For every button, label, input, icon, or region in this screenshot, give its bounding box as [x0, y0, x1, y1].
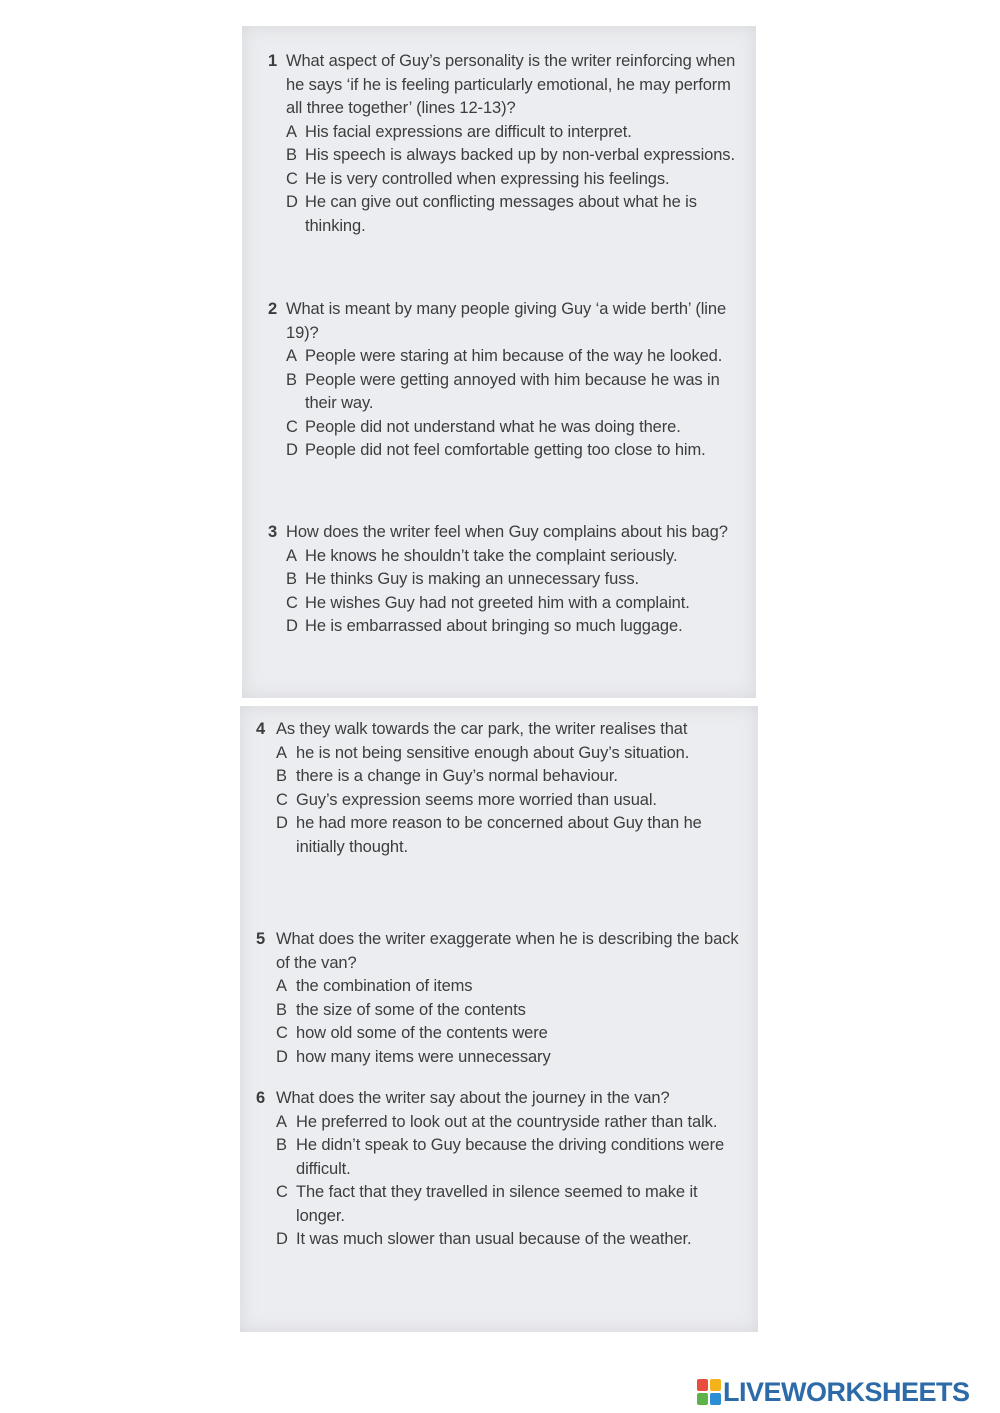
question-number: 3 [268, 523, 278, 541]
question-stem: What does the writer exaggerate when he is describing the back of the van? [276, 930, 739, 972]
option-letter: D [286, 193, 298, 211]
option-letter: C [286, 169, 298, 188]
answer-option-a[interactable] [286, 345, 738, 369]
question-2 [268, 298, 738, 463]
option-letter: C [286, 593, 298, 612]
option-text: He preferred to look out at the countryside rather than talk. [296, 1112, 718, 1131]
option-letter: B [286, 370, 297, 389]
option-text: Guy’s expression seems more worried than usual. [296, 790, 657, 809]
answer-option-c[interactable] [286, 168, 738, 192]
option-letter: C [276, 790, 288, 809]
option-text: His speech is always backed up by non-verbal expressions. [305, 146, 735, 164]
option-text: People were staring at him because of the way he looked. [305, 347, 723, 365]
option-letter: C [276, 1183, 288, 1201]
answer-option-b[interactable] [276, 1134, 746, 1181]
answer-option-b[interactable] [286, 369, 738, 416]
option-text: how many items were unnecessary [296, 1047, 551, 1066]
option-letter: A [276, 1112, 287, 1131]
question-3 [268, 521, 738, 639]
question-number: 2 [268, 300, 278, 318]
option-letter: B [276, 767, 287, 785]
option-letter: D [286, 441, 298, 459]
answer-option-d[interactable] [286, 439, 738, 463]
question-5 [256, 928, 746, 1069]
liveworksheets-watermark[interactable] [697, 1376, 992, 1408]
option-text: He thinks Guy is making an unnecessary fuss. [305, 570, 640, 588]
option-letter: B [276, 1136, 287, 1154]
option-letter: C [286, 417, 298, 436]
option-text: he is not being sensitive enough about Guy’s situation. [296, 743, 690, 762]
option-letter: A [276, 743, 287, 762]
answer-option-d[interactable] [286, 615, 738, 639]
answer-option-d[interactable] [286, 191, 738, 238]
answer-option-b[interactable] [286, 568, 738, 592]
option-text: He can give out conflicting messages about what he is thinking. [305, 193, 697, 235]
answer-option-c[interactable] [286, 416, 738, 440]
option-text: People did not understand what he was doing there. [305, 417, 681, 436]
option-text: how old some of the contents were [296, 1024, 548, 1042]
option-text: He knows he shouldn’t take the complaint seriously. [305, 546, 678, 565]
answer-option-c[interactable] [276, 789, 746, 813]
option-letter: D [286, 617, 298, 635]
answer-option-c[interactable] [276, 1022, 746, 1046]
option-text: the size of some of the contents [296, 1000, 526, 1019]
option-letter: D [276, 814, 288, 832]
question-number: 6 [256, 1089, 266, 1107]
answer-option-a[interactable] [276, 1111, 746, 1135]
option-letter: B [276, 1000, 287, 1019]
option-text: The fact that they travelled in silence seemed to make it longer. [296, 1183, 698, 1225]
answer-option-a[interactable] [276, 975, 746, 999]
option-text: People did not feel comfortable getting too close to him. [305, 441, 706, 459]
option-letter: A [286, 122, 297, 141]
question-4 [256, 718, 746, 859]
option-text: His facial expressions are difficult to interpret. [305, 122, 632, 141]
answer-option-a[interactable] [286, 545, 738, 569]
option-text: He didn’t speak to Guy because the driving conditions were difficult. [296, 1136, 725, 1178]
option-text: People were getting annoyed with him because he was in their way. [305, 370, 720, 412]
option-letter: A [286, 546, 297, 565]
answer-option-a[interactable] [286, 121, 738, 145]
answer-option-b[interactable] [276, 765, 746, 789]
question-number: 1 [268, 52, 278, 70]
liveworksheets-logo-icon [697, 1379, 721, 1405]
question-1 [268, 50, 738, 238]
answer-option-d[interactable] [276, 1046, 746, 1070]
answer-option-d[interactable] [276, 812, 746, 859]
answer-option-b[interactable] [286, 144, 738, 168]
question-stem: What does the writer say about the journey in the van? [276, 1089, 670, 1107]
option-text: It was much slower than usual because of the weather. [296, 1230, 692, 1248]
option-letter: A [276, 977, 287, 995]
question-stem: How does the writer feel when Guy complains about his bag? [286, 523, 728, 541]
watermark-text: LIVEWORKSHEETS [723, 1377, 970, 1407]
option-letter: B [286, 570, 297, 588]
question-stem: What is meant by many people giving Guy ‘a wide berth’ (line 19)? [286, 300, 727, 342]
answer-option-d[interactable] [276, 1228, 746, 1252]
question-number: 5 [256, 930, 266, 948]
question-stem: As they walk towards the car park, the writer realises that [276, 720, 688, 738]
option-letter: C [276, 1024, 288, 1042]
option-letter: D [276, 1230, 288, 1248]
option-text: the combination of items [296, 977, 473, 995]
question-number: 4 [256, 720, 266, 738]
question-6 [256, 1087, 746, 1252]
answer-option-c[interactable] [276, 1181, 746, 1228]
question-stem: What aspect of Guy’s personality is the writer reinforcing when he says ‘if he is feeling particularly emotional, he may perform all three together’ (lines 12-13)? [286, 52, 736, 117]
option-text: He is very controlled when expressing his feelings. [305, 169, 670, 188]
option-text: He is embarrassed about bringing so much luggage. [305, 617, 683, 635]
answer-option-a[interactable] [276, 742, 746, 766]
option-text: He wishes Guy had not greeted him with a complaint. [305, 593, 690, 612]
option-letter: A [286, 347, 297, 365]
option-text: there is a change in Guy’s normal behaviour. [296, 767, 618, 785]
option-text: he had more reason to be concerned about Guy than he initially thought. [296, 814, 702, 856]
answer-option-b[interactable] [276, 999, 746, 1023]
answer-option-c[interactable] [286, 592, 738, 616]
option-letter: B [286, 146, 297, 164]
option-letter: D [276, 1047, 288, 1066]
